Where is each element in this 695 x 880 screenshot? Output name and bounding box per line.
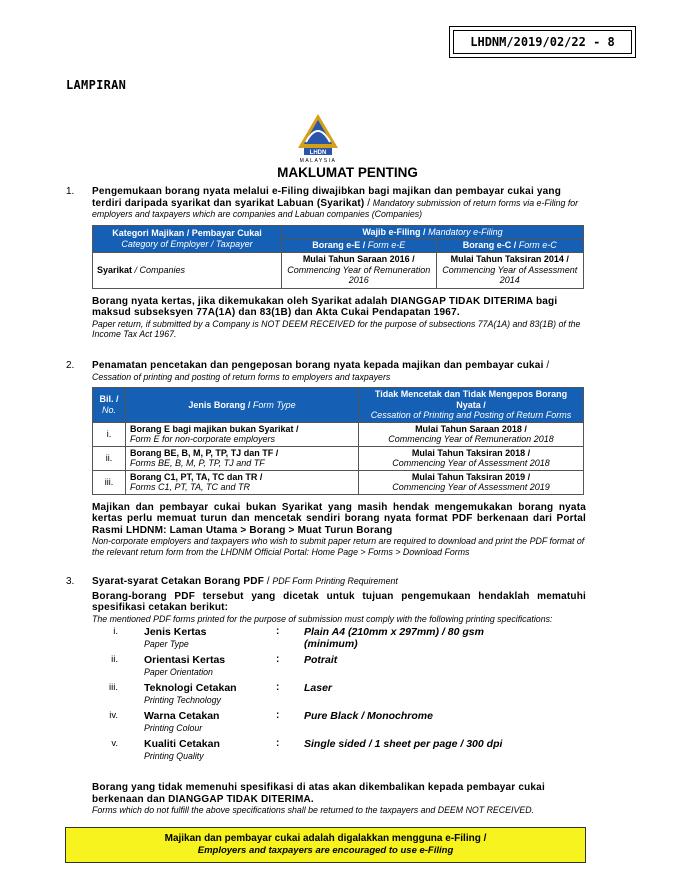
section-3-note: Borang yang tidak memenuhi spesifikasi di atas akan dikembalikan kepada pembayar cukai berkenaan dan DIANGGAP TIDAK DITERIMA. [92,782,545,805]
logo-text: LHDN [309,150,327,156]
col-form-c: Borang e-C / [462,240,519,250]
section-3-heading: Syarat-syarat Cetakan Borang PDF [92,576,265,587]
col-category: Kategori Majikan / Pembayar Cukai [112,228,262,238]
section-2: 2. Penamatan pencetakan dan pengeposan borang nyata kepada majikan dan pembayar cukai / Cessation of printing and posting of return forms to employers and taxpayers Bil. / No. Jenis Borang / Form Type Tidak Mencetak dan Tidak Mengepos Borang Nyata / Cessation of Printing and Posting of Return Forms i. Borang E bagi majikan bukan Syarikat / Form E for non-corporate employers Mulai Tahun Saraan 2018 / Commencing Year of Remuneration 2018 ii. Borang BE, B, M, P, TP, TJ dan TF / Forms BE, B, M, P, TP, TJ and TF Mulai Tahun Taksiran 2018 / Commencing Year of Assessment 2018 iii. Borang C1, PT, TA, TC dan TR / Forms C1, PT, TA, TC and TR Mulai Tahun Taksiran 2019 / Commencing Year of Assessment 2019 Majikan dan pembayar cukai bukan Syarikat yang masih hendak mengemukakan borang nyata kertas perlu memuat turun dan mencetak sendiri borang nyata format PDF berkenaan dari Portal Rasmi LHDNM: Laman Utama > Borang > Muat Turun Borang Non-corporate employers and taxpayers who wish to submit paper return are required to download and print the PDF format of the relevant return form from the LHDNM Official Portal: Home Page > Forms > Download Forms [66,360,586,557]
page-title: MAKLUMAT PENTING [277,165,418,180]
list-item: iv. Warna Cetakan Printing Colour : Pure Black / Monochrome [109,710,433,733]
spec-list [96,626,586,766]
list-item: iii. Teknologi Cetakan Printing Technology : Laser [109,682,333,705]
section-3-note-en: Forms which do not fulfill the above specifications shall be returned to the taxpayers and DEEM NOT RECEIVED. [92,805,535,815]
section-3-intro-en: The mentioned PDF forms printed for the purpose of submission must comply with the following printing specifications: [92,613,553,624]
section-2-note-en: Non-corporate employers and taxpayers who wish to submit paper return are required to download and print the PDF format of the relevant return form from the LHDNM Official Portal: Home Page > Forms > Download Forms [92,536,585,557]
section-1-heading-en: Mandatory submission of return forms via e-Filing for employers and taxpayers which are companies and Labuan companies (Companies) [92,197,579,219]
table-row: ii. Borang BE, B, M, P, TP, TJ dan TF / Forms BE, B, M, P, TP, TJ and TF Mulai Tahun Taksiran 2018 / Commencing Year of Assessment 2018 [93,446,584,470]
list-item: v. Kualiti Cetakan Printing Quality : Single sided / 1 sheet per page / 300 dpi [111,738,503,761]
section-2-note: Majikan dan pembayar cukai bukan Syarikat yang masih hendak mengemukakan borang nyata kertas perlu memuat turun dan mencetak sendiri borang nyata format PDF berkenaan dari Portal Rasmi LHDNM: Laman Utama > Borang > Muat Turun Borang [92,501,586,536]
section-2-number: 2. [66,360,75,371]
table-row: iii. Borang C1, PT, TA, TC dan TR / Forms C1, PT, TA, TC and TR Mulai Tahun Taksiran 2019 / Commencing Year of Assessment 2019 [93,470,584,494]
section-3-number: 3. [66,576,75,587]
logo-subtext: MALAYSIA [299,158,337,164]
cessation-table: Bil. / No. Jenis Borang / Form Type Tidak Mencetak dan Tidak Mengepos Borang Nyata / Cessation of Printing and Posting of Return Forms i. Borang E bagi majikan bukan Syarikat / Form E for non-corporate employers Mulai Tahun Saraan 2018 / Commencing Year of Remuneration 2018 ii. Borang BE, B, M, P, TP, TJ dan TF / Forms BE, B, M, P, TP, TJ and TF Mulai Tahun Taksiran 2018 / Commencing Year of Assessment 2018 iii. Borang C1, PT, TA, TC dan TR / Forms C1, PT, TA, TC and TR Mulai Tahun Taksiran 2019 / Commencing Year of Assessment 2019 [92,387,584,495]
col-form-e: Borang e-E / [312,240,368,250]
col-mandatory: Wajib e-Filing / [362,226,429,237]
reference-number-box [449,26,636,58]
section-3: 3. Syarat-syarat Cetakan Borang PDF / PDF Form Printing Requirement Borang-borang PDF tersebut yang dicetak untuk tujuan pengemukaan hendaklah mematuhi spesifikasi cetakan berikut: The mentioned PDF forms printed for the purpose of submission must comply with the following printing specifications: i. Jenis Kertas Paper Type : Plain A4 (210mm x 297mm) / 80 gsm (minimum) ii. Orientasi Kertas Paper Orientation : Potrait iii. Teknologi Cetakan Printing Technology : Laser iv. Warna Cetakan Printing Colour : Pure Black / Monochrome v. Kualiti Cetakan Printing Quality : Single sided / 1 sheet per page / 300 dpi [66,576,586,766]
section-1-note: Borang nyata kertas, jika dikemukakan oleh Syarikat adalah DIANGGAP TIDAK DITERIMA bagi maksud subseksyen 77A(1A) dan 83(1B) dan Akta Cukai Pendapatan 1967. [92,295,558,318]
section-2-heading-en: Cessation of printing and posting of return forms to employers and taxpayers [92,371,391,382]
section-1: 1. Pengemukaan borang nyata melalui e-Filing diwajibkan bagi majikan dan pembayar cukai yang terdiri daripada syarikat dan syarikat Labuan (Syarikat) / Mandatory submission of return forms via e-Filing for employers and taxpayers which are companies and Labuan companies (Companies) Kategori Majikan / Pembayar Cukai Category of Employer / Taxpayer Wajib e-Filing / Mandatory e-Filing Borang e-E / Form e-E Borang e-C / Form e-C Syarikat / Companies Mulai Tahun Saraan 2016 / Commencing Year of Remuneration 2016 Mulai Tahun Taksiran 2014 / Commencing Year of Assessment 2014 Borang nyata kertas, jika dikemukakan oleh Syarikat adalah DIANGGAP TIDAK DITERIMA bagi maksud subseksyen 77A(1A) dan 83(1B) dan Akta Cukai Pendapatan 1967. Paper return, if submitted by a Company is NOT DEEM RECEIVED for the purpose of subsections 77A(1A) and 83(1B) of the Income Tax Act 1967. [66,186,586,340]
lampiran-heading: LAMPIRAN [66,78,127,92]
table-row: i. Borang E bagi majikan bukan Syarikat / Form E for non-corporate employers Mulai Tahun Saraan 2018 / Commencing Year of Remuneration 2018 [93,422,584,446]
section-1-note-en: Paper return, if submitted by a Company is NOT DEEM RECEIVED for the purpose of subsections 77A(1A) and 83(1B) of the Income Tax Act 1967. [92,318,581,339]
section-3-footer [66,782,586,816]
mandatory-efiling-table: Kategori Majikan / Pembayar Cukai Category of Employer / Taxpayer Wajib e-Filing / Mandatory e-Filing Borang e-E / Form e-E Borang e-C / Form e-C Syarikat / Companies Mulai Tahun Saraan 2016 / Commencing Year of Remuneration 2016 Mulai Tahun Taksiran 2014 / Commencing Year of Assessment 2014 [92,225,584,289]
section-2-heading: Penamatan pencetakan dan pengeposan borang nyata kepada majikan dan pembayar cukai [92,360,544,371]
list-item: i. Jenis Kertas Paper Type : Plain A4 (210mm x 297mm) / 80 gsm (minimum) [113,626,484,650]
banner-line-1: Majikan dan pembayar cukai adalah digalakkan mengguna e-Filing / [164,833,487,844]
list-item: ii. Orientasi Kertas Paper Orientation : Potrait [111,654,338,677]
section-1-heading: Pengemukaan borang nyata melalui e-Filing diwajibkan bagi majikan dan pembayar cukai yang terdiri daripada syarikat dan syarikat Labuan (Syarikat) [92,186,562,209]
section-1-number: 1. [66,186,75,197]
efiling-banner [65,827,586,863]
section-3-heading-en: PDF Form Printing Requirement [272,576,398,586]
banner-line-2: Employers and taxpayers are encouraged to use e-Filing [197,845,454,856]
table-row-label: Syarikat / Companies [93,252,282,288]
lhdn-logo [286,112,350,164]
section-3-intro: Borang-borang PDF tersebut yang dicetak untuk tujuan pengemukaan hendaklah mematuhi spesifikasi cetakan berikut: [92,590,586,613]
reference-number: LHDNM/2019/02/22 - 8 [453,30,632,54]
